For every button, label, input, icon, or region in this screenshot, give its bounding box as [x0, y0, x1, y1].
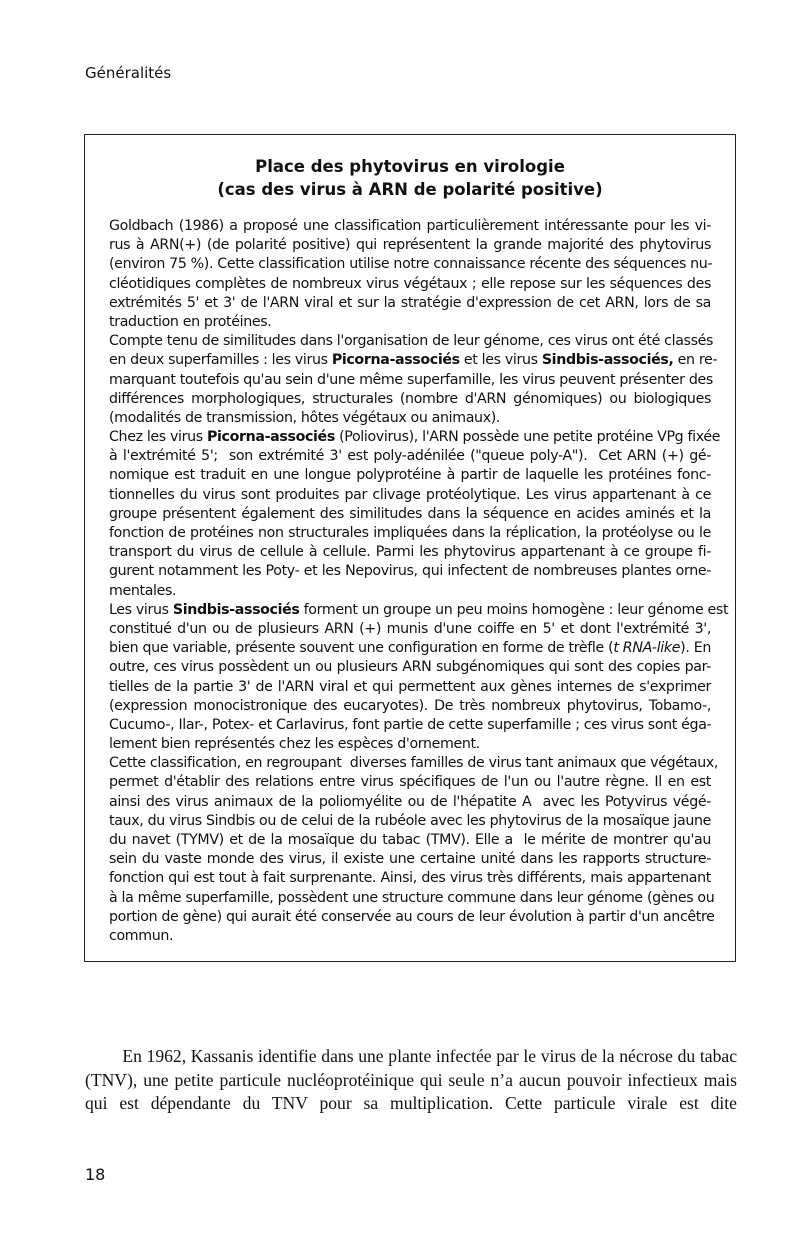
text-run: En 1962, Kassanis identifie dans une plante infectée par le virus de la nécrose du tabac: [85, 1046, 737, 1066]
text-run: cléotidiques complètes de nombreux virus végétaux ; elle repose sur les séquences des: [109, 275, 711, 292]
text-run: Chez les virus: [109, 429, 207, 446]
text-line: [109, 658, 711, 677]
text-run: fonction qui est tout à fait surprenante. Ainsi, des virus très différents, mais appartenant: [109, 870, 711, 887]
text-run: Goldbach (1986) a proposé une classification particulièrement intéressante pour les vi-: [109, 218, 711, 234]
text-run: gurent notamment les Poty- et les Nepovirus, qui infectent de nombreuses plantes orne-: [109, 563, 711, 580]
text-line: [109, 812, 711, 831]
text-line: [109, 351, 718, 370]
inset-paragraph: [109, 601, 729, 755]
text-run: à la même superfamille, possèdent une structure commune dans leur génome (gènes ou: [109, 889, 715, 906]
text-run: portion de gène) qui aurait été conservée au cours de leur évolution à partir d'un ancêtre: [109, 908, 715, 925]
text-line: [109, 889, 715, 908]
text-run: lement bien représentés chez les espèces d'ornement.: [109, 736, 480, 753]
inset-paragraph: [109, 754, 719, 946]
text-run: tionnelles du virus sont produites par clivage protéolytique. Les virus appartenant à ce: [109, 486, 711, 503]
italic-term: t RNA-like: [613, 640, 681, 657]
text-run: Compte tenu de similitudes dans l'organisation de leur génome, ces virus ont été classés: [109, 333, 714, 350]
text-run: transport du virus de cellule à cellule. Parmi les phytovirus appartenant à ce groupe fi-: [109, 544, 711, 561]
bold-term: Sindbis-associés,: [541, 352, 674, 369]
text-line: [85, 1045, 737, 1069]
text-line: [109, 371, 711, 390]
text-line: [109, 773, 711, 792]
text-line: [109, 236, 711, 255]
text-run: rus à ARN(+) (de polarité positive) qui représentent la grande majorité des phytovirus: [109, 237, 711, 254]
text-run: mentales.: [109, 582, 177, 599]
text-run: bien que variable, présente souvent une configuration en forme de trèfle (: [109, 640, 614, 657]
text-run: en re-: [673, 352, 718, 369]
page-number: 18: [85, 1165, 106, 1184]
text-run: et les virus: [459, 352, 542, 369]
bold-term: Picorna-associés: [331, 352, 460, 369]
text-run: fonction de protéines non structurales impliquées dans la réplication, la protéolyse ou le: [109, 525, 711, 541]
text-line: [109, 716, 711, 735]
text-line: [109, 275, 711, 294]
text-line: [109, 524, 711, 543]
text-line: [109, 850, 711, 869]
text-line: [109, 735, 711, 754]
text-line: [109, 582, 711, 601]
text-run: tielles de la partie 3' de l'ARN viral et qui permettent aux gènes internes de s'exprimer: [109, 678, 711, 695]
text-run: (modalités de transmission, hôtes végétaux ou animaux).: [109, 409, 501, 426]
text-line: [109, 486, 711, 505]
text-line: [109, 332, 714, 351]
text-run: extrémités 5' et 3' de l'ARN viral et sur la stratégie d'expression de cet ARN, lors de sa: [109, 294, 711, 311]
text-run: commun.: [109, 927, 174, 944]
text-line: [109, 697, 711, 716]
text-run: en deux superfamilles : les virus: [109, 352, 332, 369]
text-run: outre, ces virus possèdent un ou plusieurs ARN subgénomiques qui sont des copies par-: [109, 659, 711, 676]
text-run: qui est dépendante du TNV pour sa multiplication. Cette particule virale est dite: [85, 1093, 737, 1113]
text-line: [109, 505, 711, 524]
text-line: [109, 390, 711, 409]
text-run: (TNV), une petite particule nucléoprotéinique qui seule n’a aucun pouvoir infectieux mais: [85, 1069, 737, 1090]
text-line: [109, 620, 711, 639]
text-run: sein du vaste monde des virus, il existe une certaine unité dans les rapports structure-: [109, 851, 711, 868]
text-line: [109, 428, 721, 447]
inset-title-line: Place des phytovirus en virologie: [255, 157, 565, 176]
text-run: ainsi des virus animaux de la poliomyélite ou de l'hépatite A avec les Potyvirus végé-: [109, 793, 711, 810]
text-line: [109, 678, 711, 697]
inset-paragraph: [109, 428, 721, 601]
text-run: marquant toutefois qu'au sein d'une même superfamille, les virus peuvent présenter des: [109, 371, 713, 388]
text-run: (Poliovirus), l'ARN possède une petite protéine VPg fixée: [334, 429, 721, 446]
text-run: (environ 75 %). Cette classification utilise notre connaissance récente des séquences nu-: [109, 256, 713, 273]
text-line: [109, 447, 711, 466]
text-line: [109, 543, 711, 562]
text-run: Cucumo-, Ilar-, Potex- et Carlavirus, font partie de cette superfamille ; ces virus sont éga-: [109, 716, 712, 733]
text-line: [109, 754, 719, 773]
text-line: [109, 217, 711, 236]
text-run: Les virus: [109, 601, 173, 618]
text-line: [109, 869, 711, 888]
text-line: [109, 927, 711, 946]
text-run: forment un groupe un peu moins homogène : leur génome est: [299, 601, 729, 618]
running-head: Généralités: [85, 64, 172, 82]
text-line: [109, 466, 711, 485]
text-line: [109, 793, 711, 812]
text-line: [109, 562, 711, 581]
text-line: [109, 908, 715, 927]
bold-term: Picorna-associés: [206, 429, 335, 446]
text-run: taux, du virus Sindbis ou de celui de la rubéole avec les phytovirus de la mosaïque jaune: [109, 812, 711, 829]
text-line: [109, 601, 729, 620]
text-run: à l'extrémité 5'; son extrémité 3' est poly-adénilée ("queue poly-A"). Cet ARN (+) gé-: [109, 448, 711, 465]
inset-title: [85, 155, 735, 201]
text-run: traduction en protéines.: [109, 313, 272, 330]
text-line: [109, 313, 711, 332]
text-run: constitué d'un ou de plusieurs ARN (+) munis d'une coiffe en 5' et dont l'extrémité 3',: [109, 620, 711, 637]
text-run: nomique est traduit en une longue polyprotéine à partir de laquelle les protéines fonc-: [109, 467, 711, 484]
text-run: permet d'établir des relations entre virus spécifiques de l'un ou l'autre règne. Il en est: [109, 774, 711, 791]
text-line: [85, 1092, 737, 1116]
text-line: [109, 294, 711, 313]
text-run: (expression monocistronique des eucaryotes). De très nombreux phytovirus, Tobamo-,: [109, 697, 711, 714]
text-run: ). En: [680, 640, 711, 657]
body-paragraph: [85, 1045, 737, 1116]
bold-term: Sindbis-associés: [172, 601, 300, 618]
text-line: [109, 831, 711, 850]
text-line: [85, 1069, 737, 1093]
inset-paragraph: [109, 332, 718, 428]
text-run: du navet (TYMV) et de la mosaïque du tabac (TMV). Elle a le mérite de montrer qu'au: [109, 832, 711, 848]
text-run: différences morphologiques, structurales (nombre d'ARN génomiques) ou biologiques: [109, 390, 711, 407]
text-run: Cette classification, en regroupant diverses familles de virus tant animaux que végétaux,: [109, 755, 719, 772]
inset-title-line: (cas des virus à ARN de polarité positive): [217, 180, 603, 199]
inset-body: [109, 217, 729, 946]
text-line: [109, 409, 711, 428]
inset-paragraph: [109, 217, 711, 332]
text-line: [109, 255, 711, 274]
text-line: [109, 639, 711, 658]
boxed-inset: [84, 134, 736, 962]
text-run: groupe présentent également des similitudes dans la séquence en acides aminés et la: [109, 505, 711, 522]
